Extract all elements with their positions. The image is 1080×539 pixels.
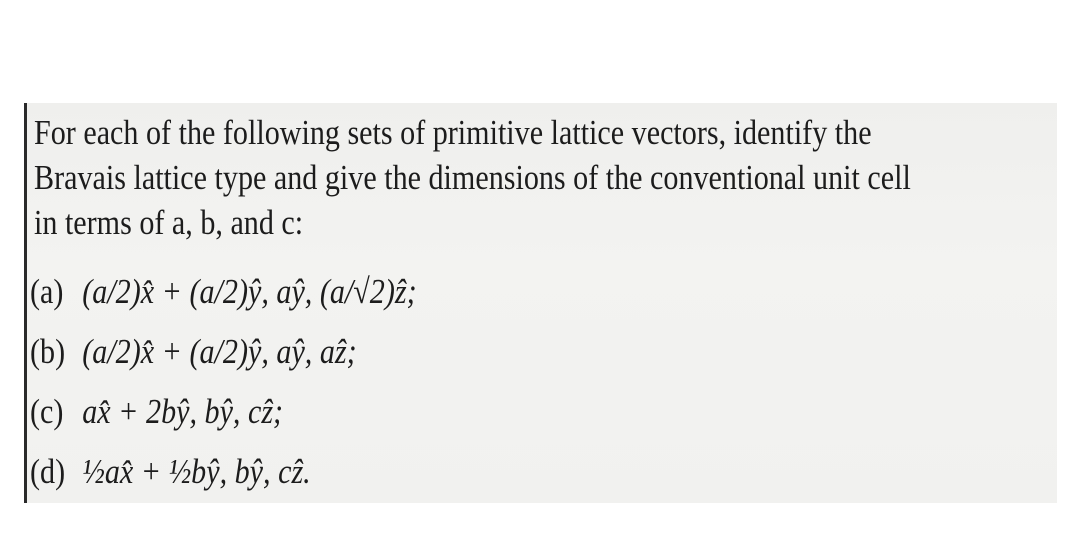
item-label: (a) — [30, 272, 64, 311]
prompt-line-1: For each of the following sets of primitive lattice vectors, identify the — [34, 113, 872, 152]
item-expression: ax̂ + 2bŷ, bŷ, cẑ; — [82, 392, 284, 431]
problem-statement — [34, 110, 911, 245]
list-item-b — [30, 332, 357, 372]
list-item-d — [30, 452, 311, 492]
item-label: (b) — [30, 332, 66, 371]
prompt-line-2: Bravais lattice type and give the dimensions of the conventional unit cell — [34, 158, 911, 197]
prompt-line-3: in terms of a, b, and c: — [34, 203, 304, 242]
item-label: (c) — [30, 392, 64, 431]
item-expression: (a/2)x̂ + (a/2)ŷ, aŷ, (a/√2)ẑ; — [82, 272, 417, 311]
list-item-a — [30, 272, 417, 312]
list-item-c — [30, 392, 283, 432]
item-label: (d) — [30, 452, 66, 491]
item-expression: ½ax̂ + ½bŷ, bŷ, cẑ. — [82, 452, 311, 491]
item-expression: (a/2)x̂ + (a/2)ŷ, aŷ, aẑ; — [82, 332, 357, 371]
